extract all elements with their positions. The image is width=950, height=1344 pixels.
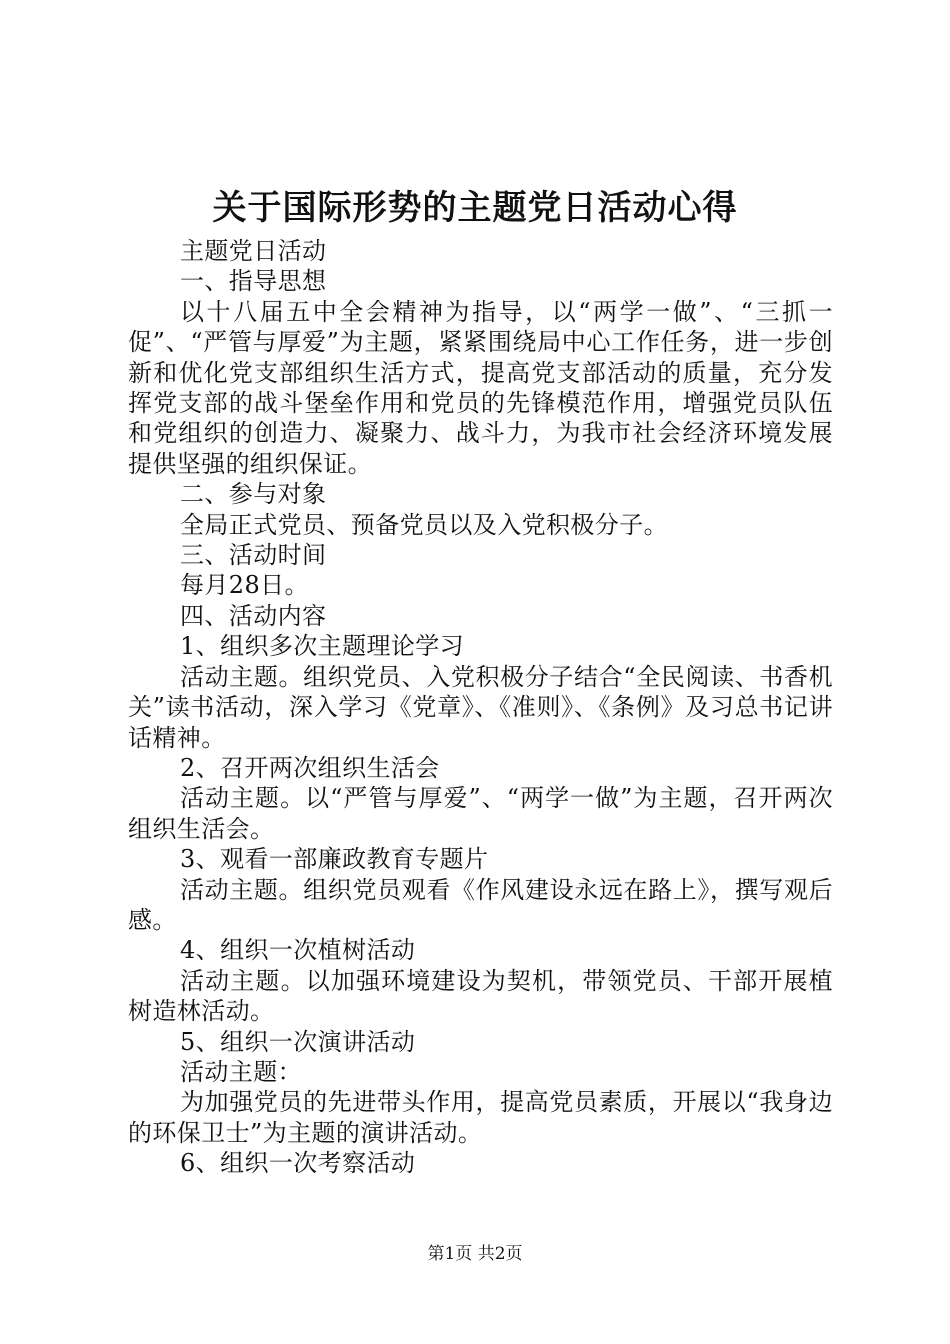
subsection-heading: 6、组织一次考察活动: [180, 1149, 416, 1178]
paragraph: 活动主题。组织党员、入党积极分子结合“全民阅读、书香机关”读书活动，深入学习《党章》、《准则》、《条例》及习总书记讲话精神。: [128, 662, 833, 752]
section-heading: 三、活动时间: [180, 541, 327, 570]
paragraph: 活动主题：: [180, 1057, 302, 1086]
section-heading: 二、参与对象: [180, 480, 327, 509]
document-body: [128, 236, 833, 1179]
paragraph: 全局正式党员、预备党员以及入党积极分子。: [180, 510, 668, 539]
subsection-heading: 3、观看一部廉政教育专题片: [180, 845, 489, 874]
paragraph: 活动主题。组织党员观看《作风建设永远在路上》，撰写观后感。: [128, 875, 833, 934]
paragraph: 活动主题。以“严管与厚爱”、“两学一做”为主题，召开两次组织生活会。: [128, 784, 833, 843]
section-heading: 四、活动内容: [180, 601, 327, 630]
subsection-heading: 1、组织多次主题理论学习: [180, 632, 465, 661]
paragraph: 活动主题。以加强环境建设为契机，带领党员、干部开展植树造林活动。: [128, 966, 833, 1026]
paragraph: 以十八届五中全会精神为指导，以“两学一做”、“三抓一促”、“严管与厚爱”为主题，紧紧围绕局中心工作任务，进一步创新和优化党支部组织生活方式，提高党支部活动的质量，充分发挥党支部的战斗堡垒作用和党员的先锋模范作用，增强党员队伍和党组织的创造力、凝聚力、战斗力，为我市社会经济环境发展提供坚强的组织保证。: [128, 297, 833, 478]
page-number-footer: 第1页 共2页: [427, 1244, 523, 1264]
subsection-heading: 2、召开两次组织生活会: [180, 753, 440, 782]
paragraph: 每月28日。: [180, 571, 309, 600]
document-title: 关于国际形势的主题党日活动心得: [212, 188, 738, 228]
paragraph: 为加强党员的先进带头作用，提高党员素质，开展以“我身边的环保卫士”为主题的演讲活动。: [128, 1088, 833, 1147]
paragraph: 主题党日活动: [180, 237, 327, 265]
subsection-heading: 4、组织一次植树活动: [180, 936, 416, 965]
section-heading: 一、指导思想: [180, 267, 327, 296]
subsection-heading: 5、组织一次演讲活动: [180, 1027, 416, 1056]
